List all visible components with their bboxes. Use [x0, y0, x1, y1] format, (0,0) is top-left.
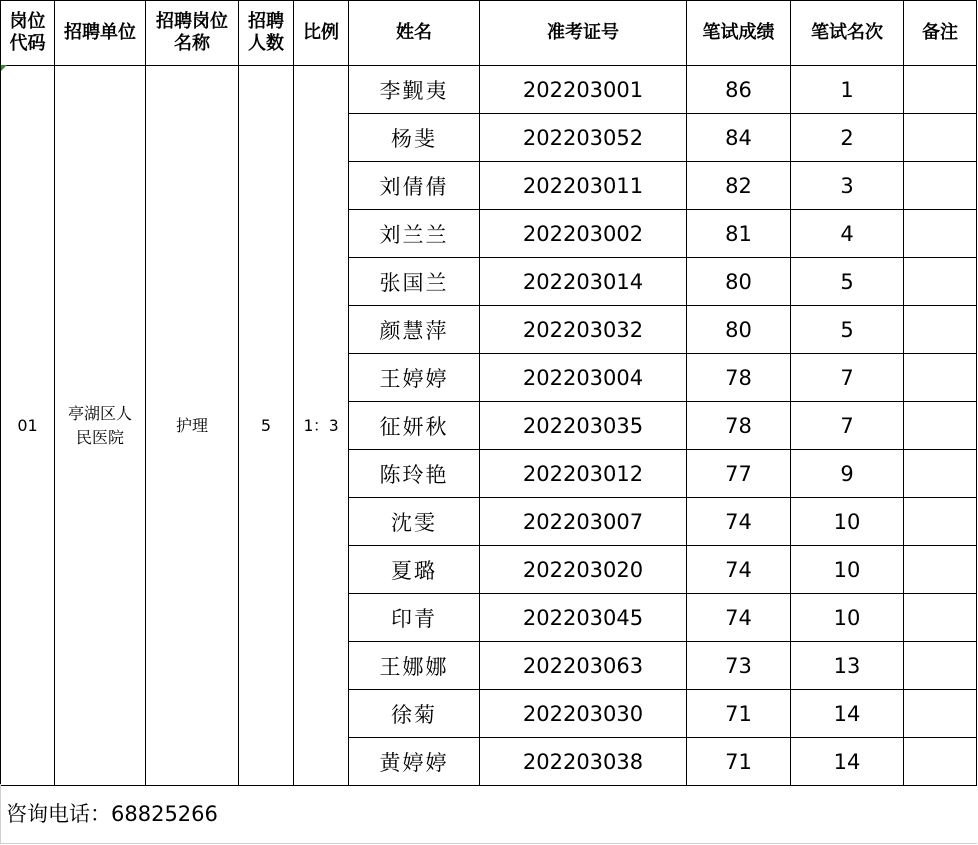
ticket-number: 202203014: [480, 258, 687, 306]
remark-cell: [904, 114, 977, 162]
exam-rank: 3: [791, 162, 904, 210]
remark-cell: [904, 594, 977, 642]
exam-rank: 10: [791, 546, 904, 594]
ticket-number: 202203002: [480, 210, 687, 258]
ticket-number: 202203038: [480, 738, 687, 786]
table-body: [1, 66, 977, 786]
remark-cell: [904, 306, 977, 354]
candidate-name: 王婷婷: [349, 354, 480, 402]
header-count: 招聘人数: [239, 1, 294, 66]
ticket-number: 202203004: [480, 354, 687, 402]
exam-score: 74: [687, 498, 791, 546]
hire-count-cell: 5: [239, 66, 294, 786]
ticket-number: 202203052: [480, 114, 687, 162]
candidate-name: 徐菊: [349, 690, 480, 738]
ticket-number: 202203063: [480, 642, 687, 690]
exam-score: 77: [687, 450, 791, 498]
exam-rank: 13: [791, 642, 904, 690]
remark-cell: [904, 210, 977, 258]
exam-score: 71: [687, 738, 791, 786]
header-post: 招聘岗位名称: [146, 1, 239, 66]
remark-cell: [904, 162, 977, 210]
remark-cell: [904, 402, 977, 450]
candidate-name: 张国兰: [349, 258, 480, 306]
exam-rank: 9: [791, 450, 904, 498]
header-note: 备注: [904, 1, 977, 66]
exam-score: 80: [687, 258, 791, 306]
ticket-number: 202203045: [480, 594, 687, 642]
contact-phone: 咨询电话：68825266: [6, 802, 218, 826]
exam-rank: 7: [791, 402, 904, 450]
exam-score: 80: [687, 306, 791, 354]
header-code: 岗位代码: [1, 1, 55, 66]
ticket-number: 202203007: [480, 498, 687, 546]
candidate-name: 李觐夷: [349, 66, 480, 114]
remark-cell: [904, 450, 977, 498]
candidate-name: 印青: [349, 594, 480, 642]
ticket-number: 202203012: [480, 450, 687, 498]
exam-rank: 7: [791, 354, 904, 402]
remark-cell: [904, 738, 977, 786]
exam-rank: 5: [791, 306, 904, 354]
exam-rank: 14: [791, 738, 904, 786]
table-row: [1, 66, 977, 114]
exam-rank: 10: [791, 498, 904, 546]
candidate-name: 王娜娜: [349, 642, 480, 690]
ratio-cell: 1：3: [294, 66, 349, 786]
candidate-name: 杨斐: [349, 114, 480, 162]
exam-rank: 2: [791, 114, 904, 162]
remark-cell: [904, 258, 977, 306]
header-rank: 笔试名次: [791, 1, 904, 66]
position-name-cell: 护理: [146, 66, 239, 786]
candidate-name: 夏璐: [349, 546, 480, 594]
header-ratio: 比例: [294, 1, 349, 66]
ticket-number: 202203020: [480, 546, 687, 594]
exam-score: 73: [687, 642, 791, 690]
candidate-name: 沈雯: [349, 498, 480, 546]
header-name: 姓名: [349, 1, 480, 66]
ticket-number: 202203035: [480, 402, 687, 450]
candidate-name: 刘兰兰: [349, 210, 480, 258]
exam-score: 78: [687, 402, 791, 450]
exam-rank: 5: [791, 258, 904, 306]
exam-score: 71: [687, 690, 791, 738]
remark-cell: [904, 642, 977, 690]
candidate-name: 黄婷婷: [349, 738, 480, 786]
header-ticket: 准考证号: [480, 1, 687, 66]
position-code-cell: 01: [1, 66, 55, 786]
exam-score: 78: [687, 354, 791, 402]
candidate-name: 征妍秋: [349, 402, 480, 450]
exam-rank: 1: [791, 66, 904, 114]
exam-score: 74: [687, 546, 791, 594]
ticket-number: 202203001: [480, 66, 687, 114]
exam-rank: 4: [791, 210, 904, 258]
exam-rank: 10: [791, 594, 904, 642]
exam-rank: 14: [791, 690, 904, 738]
header-row: [1, 1, 977, 66]
ticket-number: 202203011: [480, 162, 687, 210]
recruiting-unit-cell: 亭湖区人民医院: [55, 66, 146, 786]
candidate-name: 陈玲艳: [349, 450, 480, 498]
candidate-name: 刘倩倩: [349, 162, 480, 210]
ticket-number: 202203030: [480, 690, 687, 738]
remark-cell: [904, 354, 977, 402]
cell-marker-icon: [1, 65, 7, 71]
header-score: 笔试成绩: [687, 1, 791, 66]
remark-cell: [904, 690, 977, 738]
exam-score: 74: [687, 594, 791, 642]
ticket-number: 202203032: [480, 306, 687, 354]
exam-score: 81: [687, 210, 791, 258]
remark-cell: [904, 546, 977, 594]
candidate-name: 颜慧萍: [349, 306, 480, 354]
remark-cell: [904, 498, 977, 546]
exam-score: 84: [687, 114, 791, 162]
header-unit: 招聘单位: [55, 1, 146, 66]
exam-score: 86: [687, 66, 791, 114]
remark-cell: [904, 66, 977, 114]
exam-score: 82: [687, 162, 791, 210]
